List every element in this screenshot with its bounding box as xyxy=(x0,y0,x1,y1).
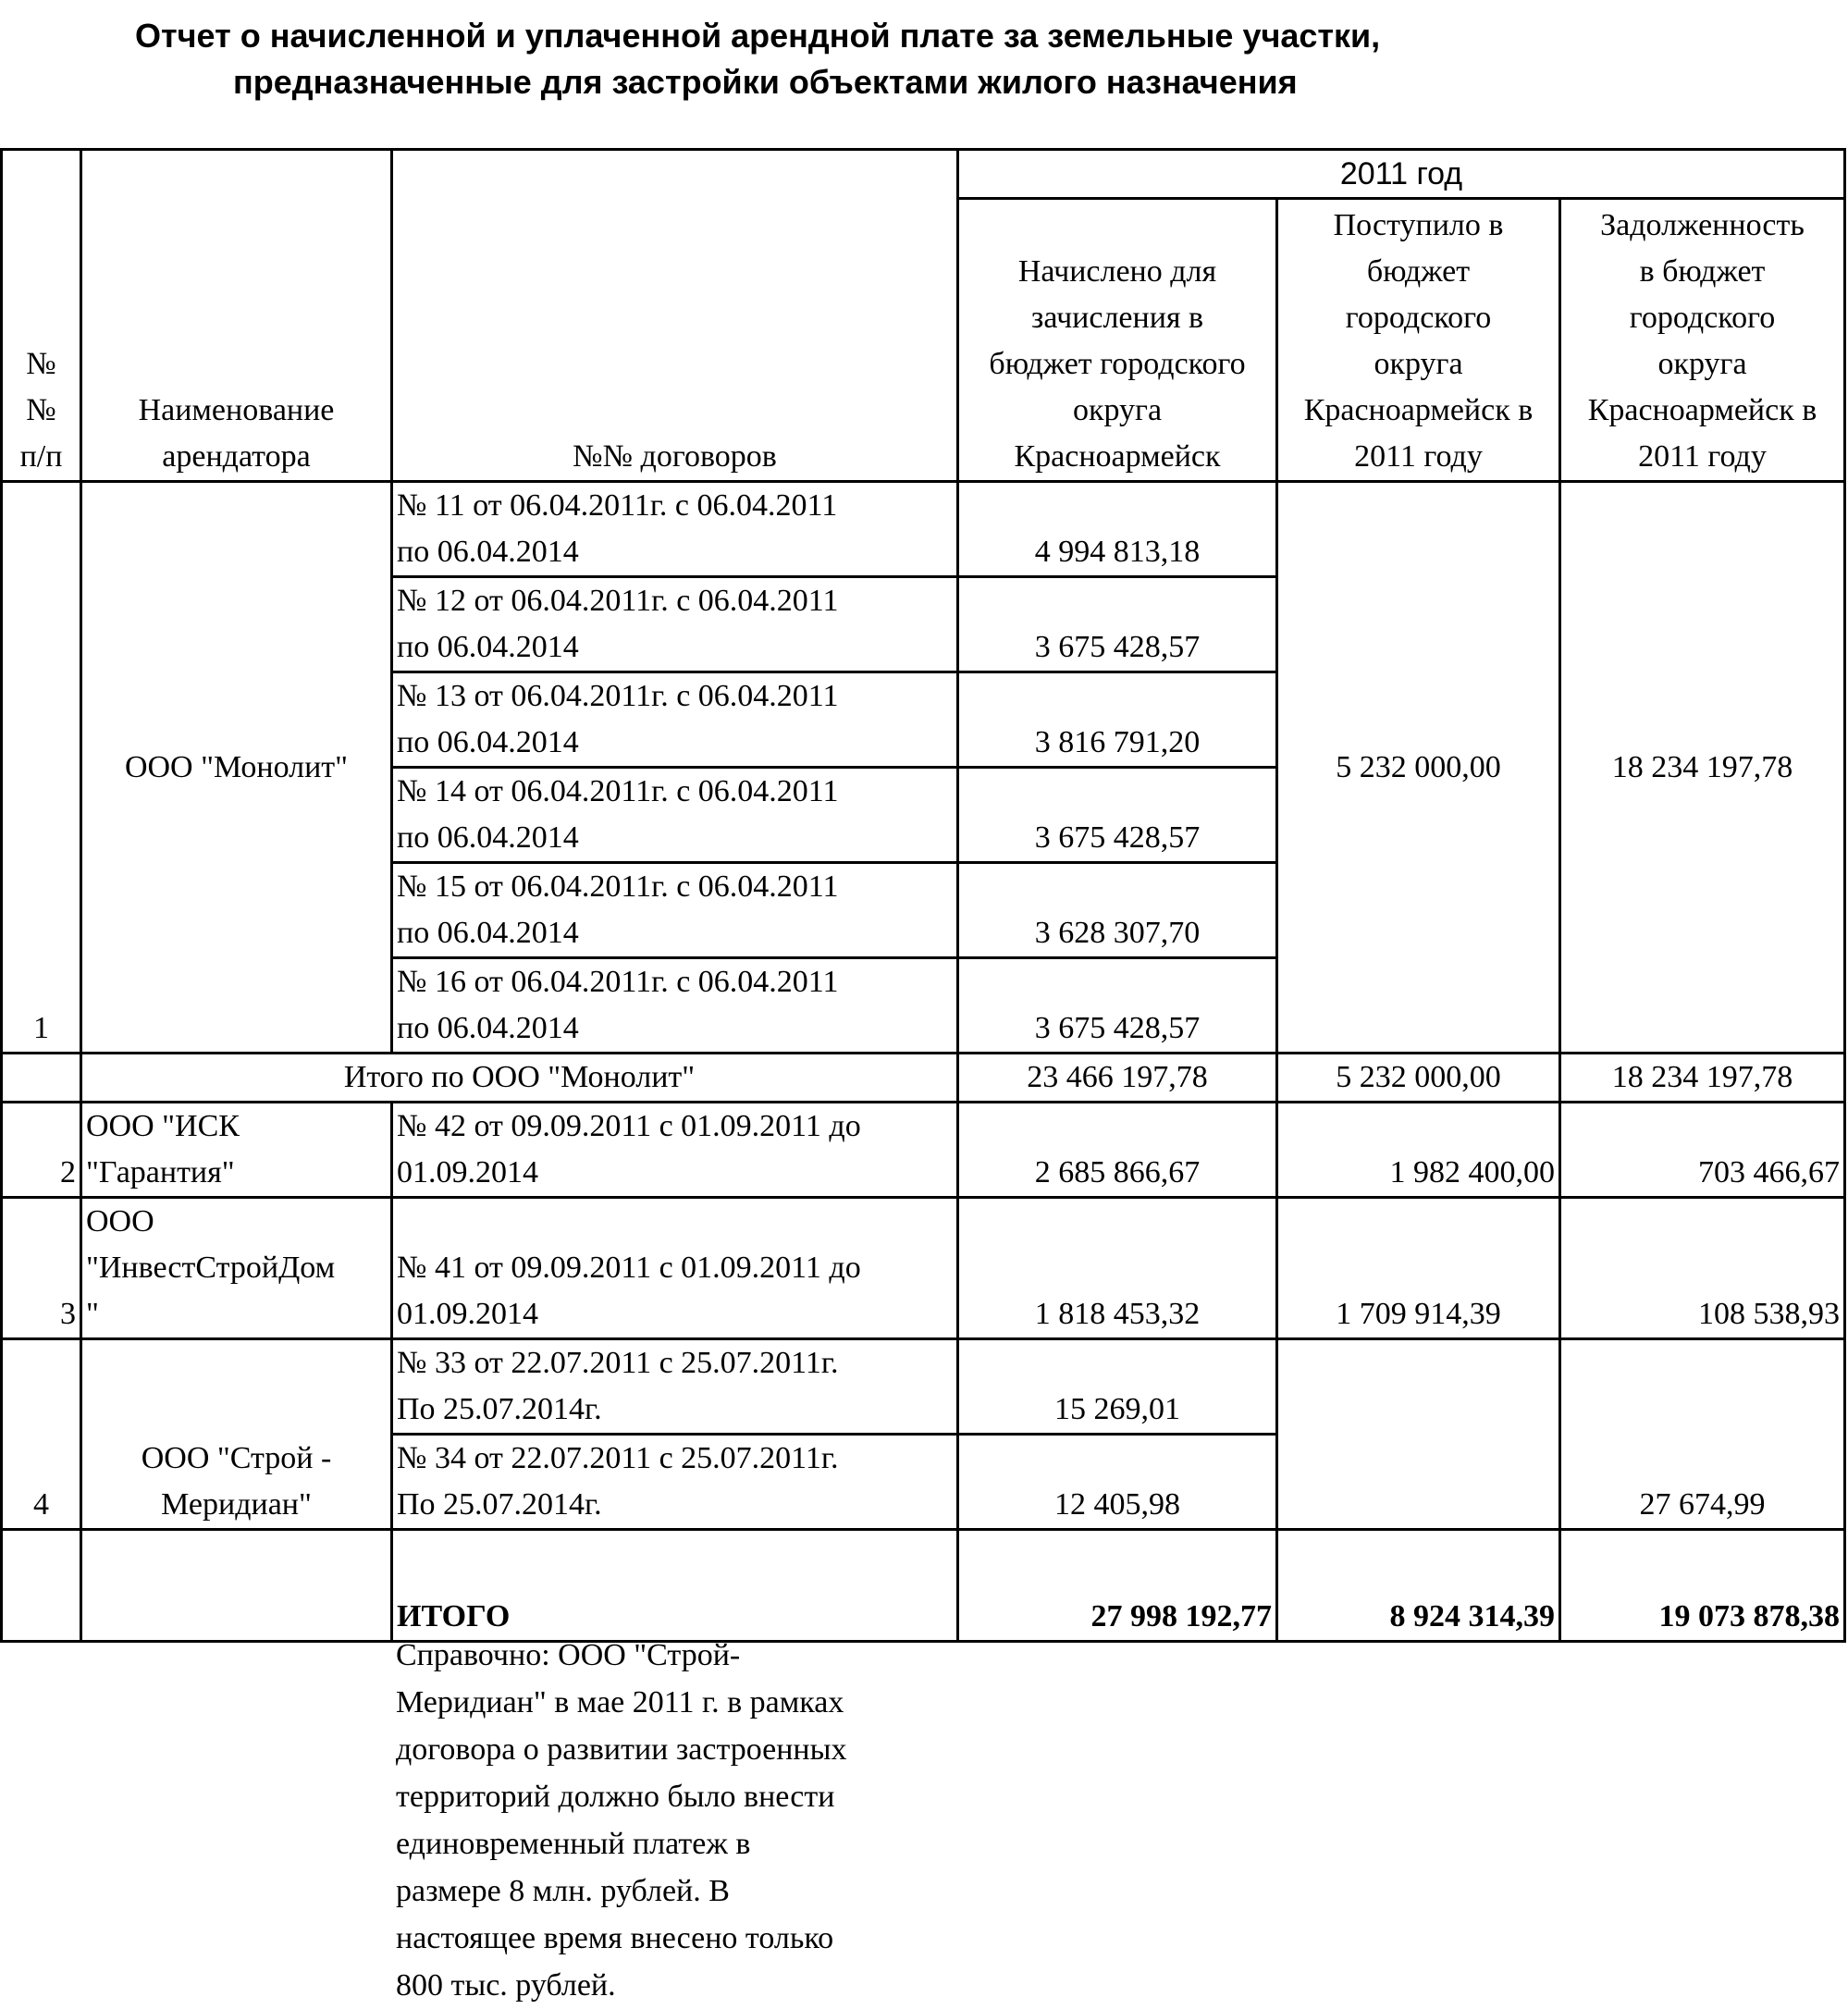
header-received xyxy=(1277,199,1560,482)
tenant-name xyxy=(81,1103,392,1198)
tenant-name xyxy=(81,1198,392,1339)
contract-line: по 06.04.2014 xyxy=(397,630,579,664)
header-received-line: бюджет xyxy=(1366,254,1471,289)
table-row xyxy=(2,482,1845,577)
debt-cell: 18 234 197,78 xyxy=(1560,482,1845,1054)
received-cell: 5 232 000,00 xyxy=(1277,1054,1560,1103)
header-year: 2011 год xyxy=(958,150,1845,199)
header-num-line: п/п xyxy=(19,439,63,474)
header-tenant-line: Наименование xyxy=(138,393,335,427)
contract-line: № 42 от 09.09.2011 с 01.09.2011 до xyxy=(397,1109,861,1143)
contract-cell xyxy=(392,577,958,672)
accrued-cell: 3 816 791,20 xyxy=(958,672,1277,768)
tenant-name-line: ООО "ИСК xyxy=(86,1109,240,1143)
header-received-line: округа xyxy=(1374,347,1463,381)
received-cell xyxy=(1277,1339,1560,1530)
header-debt-line: Задолженность xyxy=(1600,208,1805,242)
header-num-line: № xyxy=(26,393,56,427)
header-accrued-line: Красноармейск xyxy=(1014,439,1221,474)
contract-line: по 06.04.2014 xyxy=(397,1011,579,1045)
header-accrued-line: округа xyxy=(1072,393,1163,427)
grand-total-row xyxy=(2,1530,1845,1642)
header-num xyxy=(2,150,81,482)
contract-line: 01.09.2014 xyxy=(397,1155,538,1189)
contract-line: № 15 от 06.04.2011г. с 06.04.2011 xyxy=(397,869,839,904)
contract-line: по 06.04.2014 xyxy=(397,535,579,569)
contract-cell xyxy=(392,672,958,768)
contract-cell xyxy=(392,482,958,577)
contract-line: № 12 от 06.04.2011г. с 06.04.2011 xyxy=(397,584,839,618)
table-row xyxy=(2,1339,1845,1435)
header-accrued xyxy=(958,199,1277,482)
table-row xyxy=(2,1198,1845,1339)
contract-line: По 25.07.2014г. xyxy=(397,1487,602,1522)
tenant-name xyxy=(81,1530,392,1642)
subtotal-label: Итого по ООО "Монолит" xyxy=(81,1054,958,1103)
received-cell: 8 924 314,39 xyxy=(1277,1530,1560,1642)
rent-report-table xyxy=(0,148,1846,1643)
tenant-name-line: "Гарантия" xyxy=(86,1155,235,1189)
note-line: договора о развитии застроенных xyxy=(396,1732,847,1767)
accrued-cell: 3 675 428,57 xyxy=(958,577,1277,672)
note-line: территорий должно было внести xyxy=(396,1780,835,1814)
header-debt-line: городского xyxy=(1629,301,1776,335)
tenant-name-line: "ИнвестСтройДом xyxy=(86,1251,336,1285)
contract-cell xyxy=(392,1103,958,1198)
accrued-cell: 3 628 307,70 xyxy=(958,863,1277,958)
header-received-line: городского xyxy=(1345,301,1492,335)
contract-line: По 25.07.2014г. xyxy=(397,1392,602,1426)
note-line: Меридиан" в мае 2011 г. в рамках xyxy=(396,1685,844,1719)
header-debt-line: 2011 году xyxy=(1638,439,1767,474)
debt-cell: 27 674,99 xyxy=(1560,1339,1845,1530)
tenant-name-line: ООО "Строй - xyxy=(141,1441,332,1475)
note-line: Справочно: ООО "Строй- xyxy=(396,1638,741,1672)
contract-cell xyxy=(392,1198,958,1339)
row-num: 2 xyxy=(2,1103,81,1198)
contract-line: № 41 от 09.09.2011 с 01.09.2011 до xyxy=(397,1251,861,1285)
debt-cell: 18 234 197,78 xyxy=(1560,1054,1845,1103)
contract-line: по 06.04.2014 xyxy=(397,916,579,950)
header-debt-line: Красноармейск в xyxy=(1587,393,1817,427)
row-num: 4 xyxy=(2,1339,81,1530)
accrued-cell: 27 998 192,77 xyxy=(958,1530,1277,1642)
accrued-cell: 12 405,98 xyxy=(958,1435,1277,1530)
contract-line: по 06.04.2014 xyxy=(397,725,579,759)
contract-line: № 14 от 06.04.2011г. с 06.04.2011 xyxy=(397,774,839,808)
tenant-name-line: " xyxy=(86,1297,99,1331)
row-num xyxy=(2,1530,81,1642)
debt-cell: 19 073 878,38 xyxy=(1560,1530,1845,1642)
contract-line: по 06.04.2014 xyxy=(397,820,579,855)
note-line: 800 тыс. рублей. xyxy=(396,1968,616,2003)
header-row-year xyxy=(2,150,1845,199)
header-received-line: Красноармейск в xyxy=(1303,393,1534,427)
accrued-cell: 23 466 197,78 xyxy=(958,1054,1277,1103)
header-accrued-line: Начислено для xyxy=(1017,254,1217,289)
accrued-cell: 15 269,01 xyxy=(958,1339,1277,1435)
contract-line: № 33 от 22.07.2011 с 25.07.2011г. xyxy=(397,1346,839,1380)
tenant-name-line: ООО xyxy=(86,1204,154,1239)
header-accrued-line: бюджет городского xyxy=(989,347,1246,381)
tenant-name: ООО "Монолит" xyxy=(81,482,392,1054)
received-cell: 5 232 000,00 xyxy=(1277,482,1560,1054)
debt-cell: 703 466,67 xyxy=(1560,1103,1845,1198)
contract-cell xyxy=(392,1339,958,1435)
header-received-line: Поступило в xyxy=(1333,208,1504,242)
header-debt xyxy=(1560,199,1845,482)
row-num: 1 xyxy=(2,482,81,1054)
received-cell: 1 982 400,00 xyxy=(1277,1103,1560,1198)
tenant-name xyxy=(81,1339,392,1530)
report-title-line-2: предназначенные для застройки объектами жилого назначения xyxy=(233,63,1298,101)
header-received-line: 2011 году xyxy=(1354,439,1483,474)
accrued-cell: 3 675 428,57 xyxy=(958,958,1277,1054)
contract-line: № 16 от 06.04.2011г. с 06.04.2011 xyxy=(397,965,839,999)
contract-cell xyxy=(392,958,958,1054)
report-title-line-1: Отчет о начисленной и уплаченной арендной плате за земельные участки, xyxy=(135,17,1381,55)
row-num: 3 xyxy=(2,1198,81,1339)
contract-cell xyxy=(392,1435,958,1530)
grand-total-label: ИТОГО xyxy=(392,1530,958,1642)
header-contracts: №№ договоров xyxy=(392,150,958,482)
accrued-cell: 1 818 453,32 xyxy=(958,1198,1277,1339)
contract-cell xyxy=(392,768,958,863)
header-accrued-line: зачисления в xyxy=(1030,301,1204,335)
contract-line: № 34 от 22.07.2011 с 25.07.2011г. xyxy=(397,1441,839,1475)
header-tenant xyxy=(81,150,392,482)
header-debt-line: в бюджет xyxy=(1639,254,1766,289)
tenant-name-line: Меридиан" xyxy=(161,1487,312,1522)
note-line: единовременный платеж в xyxy=(396,1827,751,1861)
accrued-cell: 2 685 866,67 xyxy=(958,1103,1277,1198)
header-num-line: № xyxy=(26,347,56,381)
table-row xyxy=(2,1103,1845,1198)
contract-line: 01.09.2014 xyxy=(397,1297,538,1331)
note-line: размере 8 млн. рублей. В xyxy=(396,1874,730,1908)
received-cell: 1 709 914,39 xyxy=(1277,1198,1560,1339)
debt-cell: 108 538,93 xyxy=(1560,1198,1845,1339)
subtotal-row xyxy=(2,1054,1845,1103)
accrued-cell: 4 994 813,18 xyxy=(958,482,1277,577)
contract-cell xyxy=(392,863,958,958)
accrued-cell: 3 675 428,57 xyxy=(958,768,1277,863)
reference-note xyxy=(396,1632,951,2009)
header-debt-line: округа xyxy=(1657,347,1747,381)
row-num xyxy=(2,1054,81,1103)
note-line: настоящее время внесено только xyxy=(396,1921,834,1955)
header-tenant-line: арендатора xyxy=(162,439,311,474)
contract-line: № 13 от 06.04.2011г. с 06.04.2011 xyxy=(397,679,839,713)
contract-line: № 11 от 06.04.2011г. с 06.04.2011 xyxy=(397,488,838,523)
